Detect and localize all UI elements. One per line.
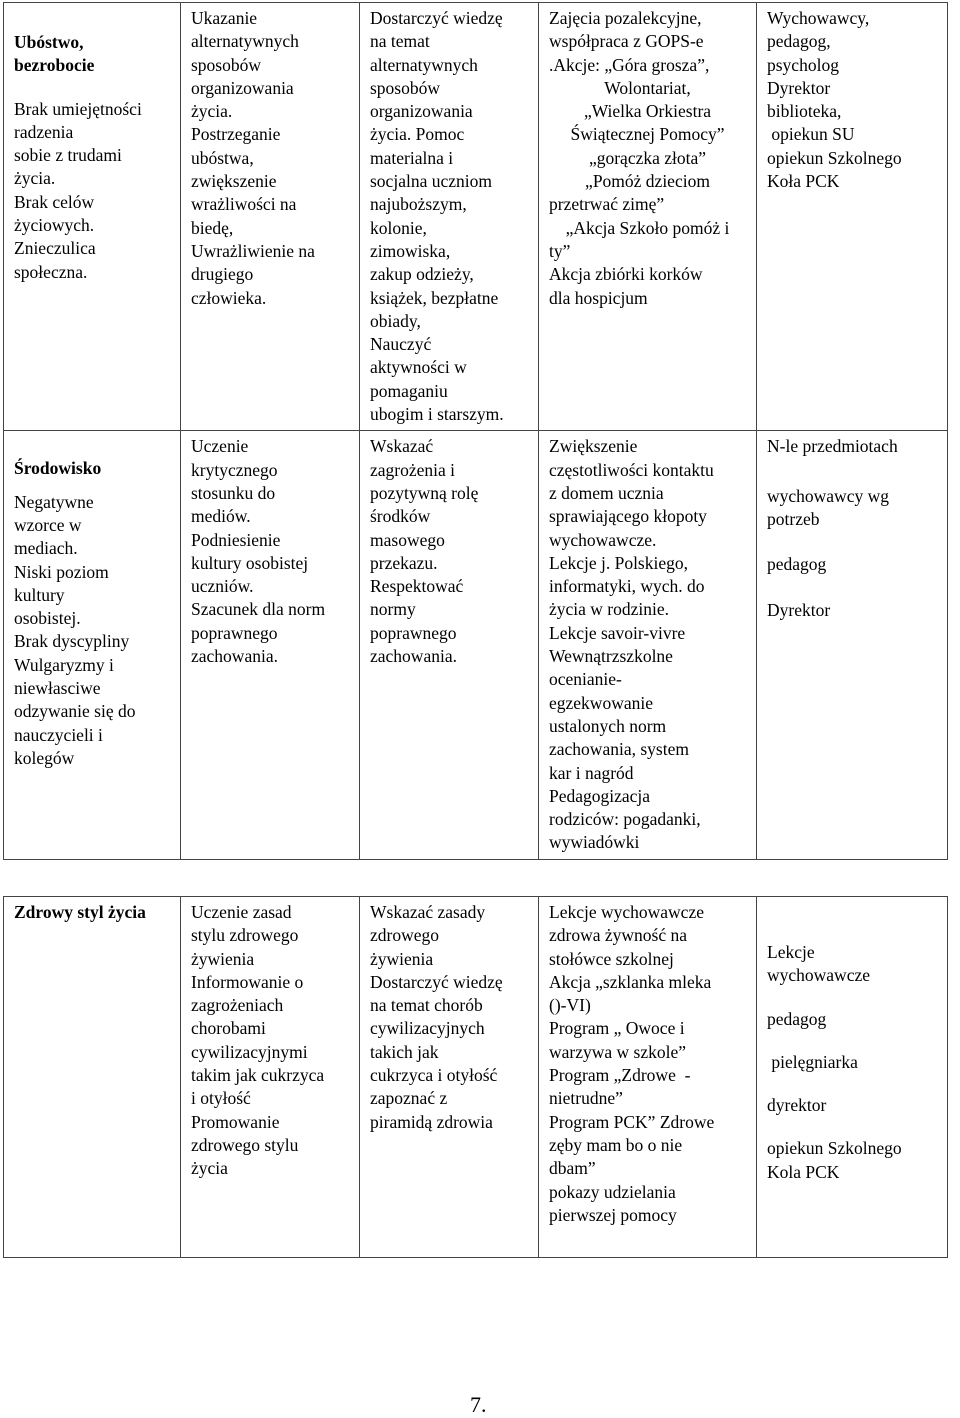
cell-line: egzekwowanie [549,692,653,713]
cell-line: Ukazanie [191,8,258,28]
cell-line: takich jak [370,1041,439,1062]
cell-line: na temat [370,31,430,52]
cell-line: ubóstwa, [191,147,254,168]
cell-line: zimowiska, [370,240,451,261]
problem-title: Ubóstwo, [14,32,84,52]
cell-line: Uczenie [191,436,249,457]
cell-line: najuboższym, [370,194,467,215]
cell-line: „Pomóż dzieciom [585,171,710,192]
cell-line: Wewnątrzszkolne [549,646,673,667]
cell-line: Program „ Owoce i [549,1018,685,1039]
cell-line: „Wielka Orkiestra [583,101,712,122]
main-table-bottom [3,896,948,1258]
cell-line: zapoznać z [370,1088,448,1109]
cell-line: opiekun SU [767,124,855,145]
cell-line: opiekun Szkolnego [767,1138,902,1159]
cell-line: sprawiającego kłopoty [549,506,707,527]
cell-line: i otyłość [191,1088,251,1109]
problem-title: Zdrowy styl życia [14,902,146,922]
cell-line: współpraca z GOPS-e [549,31,704,52]
cell-line: poprawnego [370,622,457,643]
cell-line: zachowania. [370,646,457,667]
cell-line: N-le przedmiotach [767,436,898,457]
cell-line: Pedagogizacja [549,785,651,806]
cell-line: obiady, [370,310,421,331]
cell-line: materialna i [370,147,454,168]
cell-line: „Akcja Szkoło pomóż i [565,217,730,238]
cell-line: Lekcje wychowawcze [549,902,704,922]
cell-line: masowego [370,529,445,550]
cell-line: kolonie, [370,217,427,238]
cell-line: pedagog, [767,31,831,52]
cell-line: wychowawcze [767,965,871,986]
cell-line: Zwiększenie [549,436,638,457]
cell-line: ty” [549,240,571,261]
cell-line: wychowawcze. [549,529,657,550]
table-row-poverty [4,3,948,431]
table-row-healthy-lifestyle [4,897,948,1258]
cell-line: informatyki, wych. do [549,576,705,597]
cell-line: aktywności w [370,357,467,378]
cell-line: sobie z trudami [14,145,122,166]
cell-line: Brak umiejętności [14,98,142,119]
table-row-environment [4,431,948,859]
cell-methods [539,897,757,1258]
cell-line: ocenianie- [549,669,622,690]
cell-line: poprawnego [191,622,278,643]
cell-line: Respektować [370,576,464,597]
cell-line: ustalonych norm [549,715,667,736]
cell-line: Uwrażliwienie na [191,240,315,261]
problem-title: Środowisko [14,458,102,479]
cell-line: Lekcje savoir-vivre [549,622,686,643]
cell-line: zachowania. [191,646,278,667]
cell-goals [181,3,360,431]
cell-line: zdrowego stylu [191,1134,299,1155]
cell-line: żywienia [370,948,434,969]
cell-line: Dyrektor [767,77,831,98]
cell-line: mediów. [191,506,251,527]
cell-tasks [360,431,539,859]
cell-line: wzorce w [14,514,82,535]
cell-line: zagrożenia i [370,459,456,480]
cell-line: życia. [191,101,233,122]
cell-line: przetrwać zimę” [549,194,665,215]
cell-line: mediach. [14,538,78,559]
cell-line: zakup odzieży, [370,264,474,285]
page-number: 7. [470,1392,487,1417]
cell-line: drugiego [191,264,254,285]
cell-tasks [360,897,539,1258]
cell-line: krytycznego [191,459,278,480]
main-table-top [3,2,948,860]
cell-line: dbam” [549,1158,596,1179]
cell-line: pielęgniarka [767,1051,858,1072]
cell-line: warzywa w szkole” [549,1041,687,1062]
cell-line: życia. Pomoc [370,124,465,145]
cell-line: Zajęcia pozalekcyjne, [549,8,702,28]
cell-line: kultury osobistej [191,552,309,573]
cell-line: Promowanie [191,1111,280,1132]
cell-line: Wychowawcy, [767,8,870,28]
cell-line: „gorączka złota” [588,147,707,168]
cell-line: życiowych. [14,215,95,236]
cell-line: Wulgaryzmy i [14,654,114,675]
cell-line: ubogim i starszym. [370,404,504,425]
cell-line: pedagog [767,1008,827,1029]
cell-line: Lekcje j. Polskiego, [549,552,689,573]
cell-tasks [360,3,539,431]
cell-line: Brak celów [14,191,95,212]
cell-responsible [757,3,948,431]
cell-line: alternatywnych [370,54,478,75]
cell-line: żywienia [191,948,255,969]
cell-line: alternatywnych [191,31,299,52]
cell-line: zwiększenie [191,171,277,192]
cell-line: sposobów [370,77,441,98]
cell-goals [181,431,360,859]
cell-line: cywilizacyjnymi [191,1041,308,1062]
cell-line: Kola PCK [767,1161,840,1182]
cell-line: rodziców: pogadanki, [549,809,701,830]
cell-goals [181,897,360,1258]
cell-line: zachowania, system [549,739,689,760]
cell-line: kultury [14,584,65,605]
cell-line: pedagog [767,554,827,575]
cell-methods [539,431,757,859]
cell-line: zdrowa żywność na [549,925,688,946]
cell-line: kolegów [14,747,75,768]
cell-line: osobistej. [14,608,81,629]
cell-line: ()-VI) [549,995,591,1016]
cell-line: społeczna. [14,261,88,282]
cell-line: biedę, [191,217,234,238]
cell-line: Program „Zdrowe - [549,1065,691,1086]
cell-line: Akcja zbiórki korków [549,264,703,285]
cell-line: uczniów. [191,576,254,597]
cell-line: stylu zdrowego [191,925,299,946]
cell-responsible [757,897,948,1258]
cell-line: Akcja „szklanka mleka [549,971,712,992]
cell-line: częstotliwości kontaktu [549,459,714,480]
cell-line: życia [191,1158,228,1179]
cell-line: Nauczyć [370,334,432,355]
cell-line: piramidą zdrowia [370,1111,493,1132]
cell-line: zęby mam bo o nie [549,1134,683,1155]
cell-line: wychowawcy wg [767,485,889,506]
cell-line: Świątecznej Pomocy” [570,124,725,145]
cell-line: Lekcje [767,942,815,962]
cell-line: cywilizacyjnych [370,1018,485,1039]
cell-line: zagrożeniach [191,995,284,1016]
cell-responsible [757,431,948,859]
cell-problem [4,3,181,431]
cell-line: opiekun Szkolnego [767,147,902,168]
cell-line: wywiadówki [549,832,640,853]
cell-line: Informowanie o [191,971,304,992]
cell-line: sposobów [191,54,262,75]
cell-line: pierwszej pomocy [549,1204,677,1225]
cell-line: nauczycieli i [14,724,103,745]
cell-line: Brak dyscypliny [14,631,130,652]
cell-line: pomaganiu [370,380,448,401]
cell-line: dla hospicjum [549,287,648,308]
cell-line: życia. [14,168,56,189]
cell-line: Dyrektor [767,599,831,620]
cell-line: kar i nagród [549,762,634,783]
cell-line: życia w rodzinie. [549,599,670,620]
cell-line: Negatywne [14,491,94,512]
cell-line: Koła PCK [767,171,840,192]
cell-line: organizowania [191,77,294,98]
cell-line: stołówce szkolnej [549,948,674,969]
cell-problem [4,897,181,1258]
cell-line: Niski poziom [14,561,109,582]
cell-line: Wolontariat, [604,77,691,98]
cell-line: biblioteka, [767,101,842,122]
cell-line: Dostarczyć wiedzę [370,971,503,992]
cell-line: Znieczulica [14,238,96,259]
cell-problem [4,431,181,859]
cell-line: niewłasciwe [14,678,101,699]
cell-line: Program PCK” Zdrowe [549,1111,715,1132]
cell-line: chorobami [191,1018,266,1039]
cell-line: dyrektor [767,1095,827,1116]
cell-line: z domem ucznia [549,482,664,503]
cell-line: przekazu. [370,552,438,573]
cell-line: człowieka. [191,287,267,308]
cell-line: na temat chorób [370,995,483,1016]
cell-line: organizowania [370,101,473,122]
cell-line: socjalna uczniom [370,171,492,192]
problem-title: bezrobocie [14,55,95,76]
cell-line: nietrudne” [549,1088,623,1109]
cell-line: normy [370,599,416,620]
cell-line: potrzeb [767,508,820,529]
cell-line: Szacunek dla norm [191,599,326,620]
cell-line: radzenia [14,121,74,142]
cell-line: książek, bezpłatne [370,287,499,308]
cell-line: Wskazać zasady [370,902,486,922]
cell-line: stosunku do [191,482,276,503]
cell-line: Podniesienie [191,529,281,550]
cell-line: psycholog [767,54,839,75]
cell-line: .Akcje: „Góra grosza”, [549,54,710,75]
cell-line: wrażliwości na [191,194,297,215]
cell-line: Uczenie zasad [191,902,292,922]
cell-line: Dostarczyć wiedzę [370,8,503,28]
cell-line: pozytywną rolę [370,482,479,503]
cell-line: Postrzeganie [191,124,281,145]
cell-line: odzywanie się do [14,701,136,722]
cell-line: cukrzyca i otyłość [370,1065,498,1086]
cell-line: Wskazać [370,436,434,457]
cell-line: pokazy udzielania [549,1181,676,1202]
cell-line: środków [370,506,431,527]
cell-line: zdrowego [370,925,440,946]
cell-line: takim jak cukrzyca [191,1065,325,1086]
cell-methods [539,3,757,431]
